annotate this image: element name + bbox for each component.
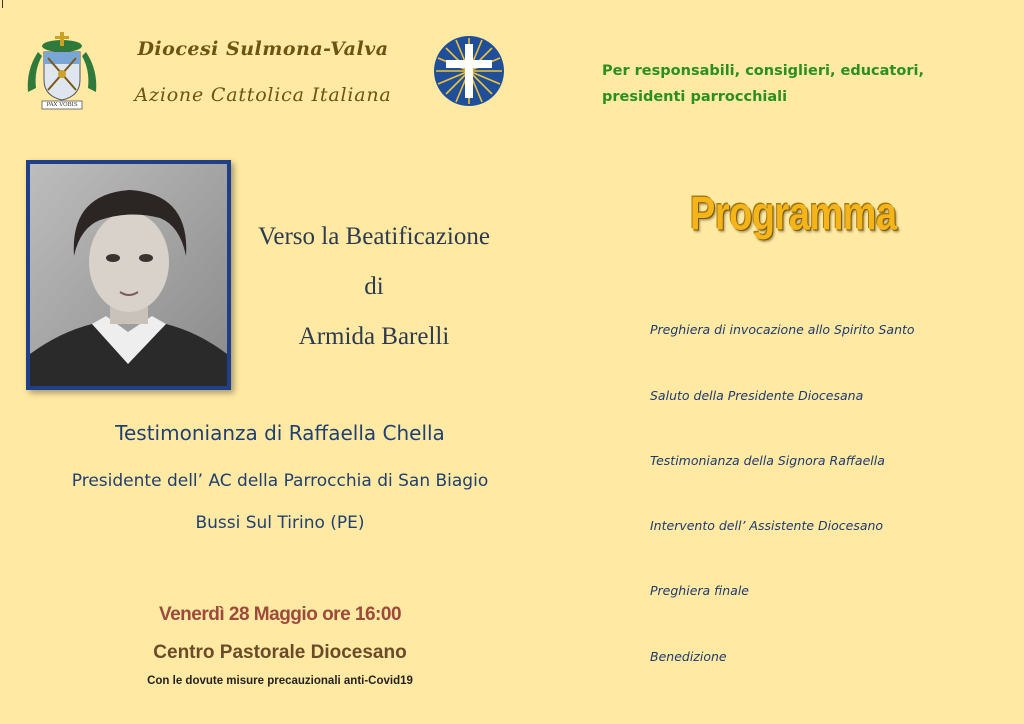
title-line-2: di xyxy=(364,273,384,300)
testimony-speaker: Testimonianza di Raffaella Chella xyxy=(115,421,445,445)
corner-mark xyxy=(2,0,3,8)
program-item-6: Benedizione xyxy=(650,649,727,664)
program-heading: Programma xyxy=(690,188,897,241)
crest-motto: PAX VOBIS xyxy=(46,102,78,108)
diocese-name: Diocesi Sulmona-Valva xyxy=(137,38,389,60)
testimony-role: Presidente dell’ AC della Parrocchia di San Biagio xyxy=(71,471,489,491)
title-block xyxy=(224,212,524,362)
program-item-3: Testimonianza della Signora Raffaella xyxy=(650,453,885,468)
title-line-3: Armida Barelli xyxy=(298,323,450,350)
association-name: Azione Cattolica Italiana xyxy=(134,84,392,106)
title-line-1: Verso la Beatificazione xyxy=(258,223,490,250)
event-place: Centro Pastorale Diocesano xyxy=(153,642,407,663)
event-date: Venerdì 28 Maggio ore 16:00 xyxy=(158,604,402,625)
program-item-4: Intervento dell’ Assistente Diocesano xyxy=(650,518,884,533)
diocese-coat-of-arms-icon xyxy=(22,30,102,112)
program-item-5: Preghiera finale xyxy=(650,583,749,598)
azione-cattolica-cross-logo-icon xyxy=(432,34,506,108)
testimony-location: Bussi Sul Tirino (PE) xyxy=(195,513,365,533)
program-item-1: Preghiera di invocazione allo Spirito Santo xyxy=(650,322,915,337)
armida-barelli-portrait xyxy=(26,160,231,390)
program-item-2: Saluto della Presidente Diocesana xyxy=(650,388,864,403)
event-note: Con le dovute misure precauzionali anti-Covid19 xyxy=(147,675,413,687)
audience-text: Per responsabili, consiglieri, educatori, presidenti parrocchiali xyxy=(602,63,924,105)
